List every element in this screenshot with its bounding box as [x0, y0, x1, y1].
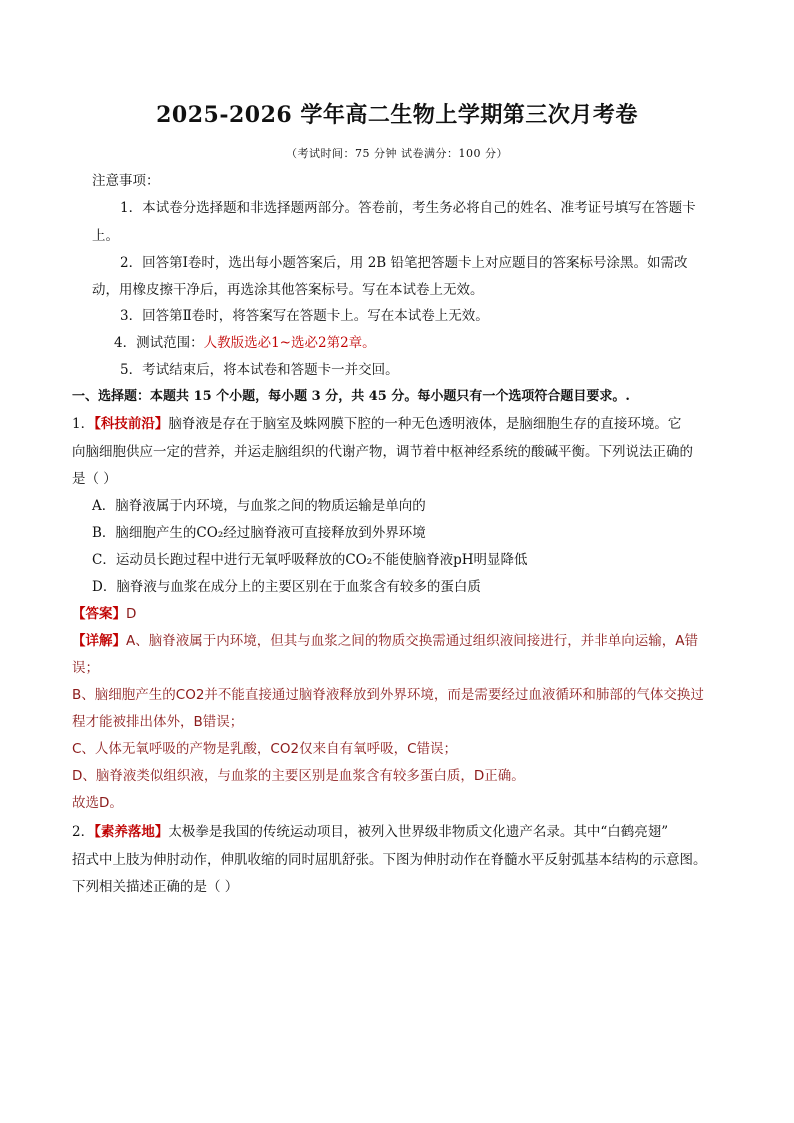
question-2-number: 2． [72, 824, 95, 840]
question-1-option-b: B．脑细胞产生的CO₂经过脑脊液可直接释放到外界环境 [92, 525, 426, 541]
question-1-detail-b-2: 程才能被排出体外，B错误； [72, 714, 244, 730]
notice-item-4 [114, 334, 376, 352]
question-2-line-1 [72, 823, 668, 841]
question-1-detail-d: D、脑脊液类似组织液，与血浆的主要区别是血浆含有较多蛋白质，D正确。 [72, 768, 525, 784]
question-2-line-2: 招式中上肢为伸肘动作，伸肌收缩的同时屈肌舒张。下图为伸肘动作在脊髓水平反射弧基本结构的示意图。 [72, 852, 707, 868]
section-1-heading: 一、选择题：本题共 15 个小题，每小题 3 分，共 45 分。每小题只有一个选项符合题目要求。. [72, 389, 630, 404]
exam-subtitle: （考试时间：75 分钟 试卷满分：100 分） [286, 147, 508, 160]
question-1-detail-a-2: 误； [72, 660, 99, 676]
question-1-line-2: 向脑细胞供应一定的营养，并运走脑组织的代谢产物，调节着中枢神经系统的酸碱平衡。下列说法正确的 [72, 444, 693, 460]
question-1-conclusion: 故选D。 [72, 795, 123, 811]
question-1-line-1 [72, 415, 681, 433]
notice-item-5: 5．考试结束后，将本试卷和答题卡一并交回。 [120, 362, 399, 378]
notice-item-4-prefix: 4．测试范围： [114, 335, 204, 351]
notice-item-3: 3．回答第Ⅱ卷时，将答案写在答题卡上。写在本试卷上无效。 [120, 308, 489, 324]
question-1-detail-c: C、人体无氧呼吸的产物是乳酸，CO2仅来自有氧呼吸，C错误； [72, 741, 457, 757]
exam-title: 2025-2026 学年高二生物上学期第三次月考卷 [156, 102, 638, 128]
detail-a-text: A、脑脊液属于内环境，但其与血浆之间的物质交换需通过组织液间接进行，并非单向运输，A错 [126, 633, 698, 649]
question-2-tag: 【素养落地】 [94, 824, 169, 840]
question-1-detail-a-1 [72, 632, 698, 650]
detail-label: 【详解】 [72, 633, 126, 649]
answer-label: 【答案】 [72, 606, 126, 622]
answer-value: D [126, 606, 137, 622]
question-2-line-3: 下列相关描述正确的是（ ） [72, 879, 239, 895]
question-1-stem-1: 脑脊液是存在于脑室及蛛网膜下腔的一种无色透明液体，是脑细胞生存的直接环境。它 [168, 416, 682, 432]
question-2-stem-1: 太极拳是我国的传统运动项目，被列入世界级非物质文化遗产名录。其中“白鹤亮翅” [168, 824, 669, 840]
question-1-option-c: C．运动员长跑过程中进行无氧呼吸释放的CO₂不能使脑脊液pH明显降低 [92, 552, 528, 568]
question-1-number: 1． [72, 416, 95, 432]
question-1-option-a: A．脑脊液属于内环境，与血浆之间的物质运输是单向的 [92, 498, 426, 514]
question-1-option-d: D．脑脊液与血浆在成分上的主要区别在于血浆含有较多的蛋白质 [92, 579, 481, 595]
notice-heading: 注意事项： [92, 173, 160, 189]
notice-item-1-line-2: 上。 [92, 228, 119, 244]
notice-item-2-line-2: 动，用橡皮擦干净后，再选涂其他答案标号。写在本试卷上无效。 [92, 282, 484, 298]
question-1-tag: 【科技前沿】 [94, 416, 169, 432]
notice-item-1-line-1: 1．本试卷分选择题和非选择题两部分。答卷前，考生务必将自己的姓名、准考证号填写在答题卡 [120, 200, 696, 216]
question-1-line-3: 是（ ） [72, 471, 117, 487]
question-1-detail-b-1: B、脑细胞产生的CO2并不能直接通过脑脊液释放到外界环境，而是需要经过血液循环和肺部的气体交换过 [72, 687, 704, 703]
test-range: 人教版选必1~选必2第2章。 [203, 335, 376, 351]
question-1-answer [72, 605, 136, 623]
notice-item-2-line-1: 2．回答第Ⅰ卷时，选出每小题答案后，用 2B 铅笔把答题卡上对应题目的答案标号涂黑。如需改 [120, 255, 688, 271]
